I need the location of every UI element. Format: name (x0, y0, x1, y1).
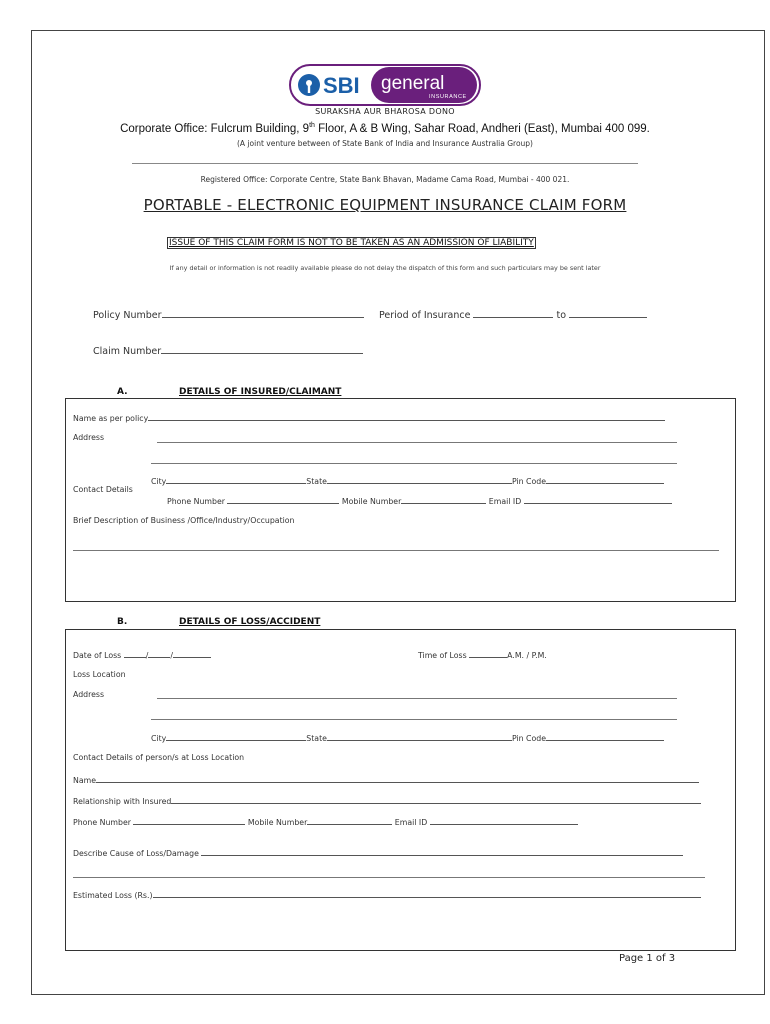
contact-persons-label: Contact Details of person/s at Loss Location (73, 753, 245, 762)
policy-number-field[interactable] (93, 309, 364, 321)
address-label-b: Address (73, 690, 105, 699)
loss-location-label: Loss Location (73, 670, 126, 679)
address-label-a: Address (73, 433, 105, 442)
page-number: Page 1 of 3 (619, 953, 676, 964)
phone-label-a: Phone Number (167, 497, 225, 506)
name-as-per-policy-label: Name as per policy (73, 414, 149, 423)
cause-of-loss-field[interactable] (73, 847, 683, 858)
business-description-label: Brief Description of Business /Office/Industry/Occupation (73, 516, 295, 525)
header-divider (132, 163, 638, 164)
instruction-note: If any detail or information is not readily available please do not delay the dispatch of this form and such particulars may be sent later (169, 264, 601, 272)
logo-general-text: general (381, 73, 445, 94)
name-as-per-policy-field[interactable] (73, 412, 665, 423)
liability-notice: ISSUE OF THIS CLAIM FORM IS NOT TO BE TAKEN AS AN ADMISSION OF LIABILITY (169, 238, 534, 248)
estimated-loss-label: Estimated Loss (Rs.) (73, 891, 153, 900)
date-of-loss-label: Date of Loss (73, 651, 122, 660)
city-state-pin-row-b[interactable] (151, 732, 664, 743)
form-title: PORTABLE - ELECTRONIC EQUIPMENT INSURANCE CLAIM FORM (143, 196, 627, 214)
cause-of-loss-label: Describe Cause of Loss/Damage (73, 849, 199, 858)
period-label: Period of Insurance (379, 310, 471, 321)
city-label-b: City (151, 734, 167, 743)
address-line-2-b[interactable] (151, 719, 677, 720)
claim-number-field[interactable] (93, 345, 363, 357)
mobile-label-b: Mobile Number (247, 818, 308, 827)
address-line-1-a[interactable] (157, 442, 677, 443)
relationship-label: Relationship with Insured (73, 797, 172, 806)
logo-insurance-text: INSURANCE (429, 94, 467, 100)
date-of-loss-field[interactable]: Date of Loss / / (73, 649, 211, 660)
estimated-loss-field[interactable] (73, 889, 701, 900)
am-pm-label: A.M. / P.M. (507, 651, 547, 660)
state-label-a: State (306, 477, 327, 486)
section-b-letter: B. (117, 617, 128, 627)
time-of-loss-field[interactable] (418, 649, 547, 660)
section-a-title: DETAILS OF INSURED/CLAIMANT (179, 387, 342, 397)
period-to-label: to (556, 310, 567, 321)
contact-details-label: Contact Details (73, 485, 133, 494)
cause-of-loss-line-2[interactable] (73, 877, 705, 878)
city-label-a: City (151, 477, 167, 486)
period-of-insurance-field[interactable] (379, 309, 647, 321)
policy-number-label: Policy Number (93, 310, 162, 321)
pin-label-a: Pin Code (511, 477, 547, 486)
email-label-a: Email ID (488, 497, 522, 506)
joint-venture-note: (A joint venture between of State Bank of India and Insurance Australia Group) (237, 139, 533, 148)
relationship-field[interactable] (73, 795, 701, 806)
registered-office: Registered Office: Corporate Centre, State Bank Bhavan, Madame Cama Road, Mumbai - 400 021. (200, 175, 570, 184)
phone-mobile-email-row-b[interactable] (73, 816, 578, 827)
tagline: SURAKSHA AUR BHAROSA DONO (315, 107, 455, 116)
city-state-pin-row-a[interactable] (151, 475, 664, 486)
email-label-b: Email ID (394, 818, 428, 827)
pin-label-b: Pin Code (511, 734, 547, 743)
contact-name-field[interactable] (73, 774, 699, 785)
time-of-loss-label: Time of Loss (418, 651, 467, 660)
corporate-office: Corporate Office: Fulcrum Building, 9th Floor, A & B Wing, Sahar Road, Andheri (East), Mumbai 400 099. (120, 122, 650, 135)
claim-number-label: Claim Number (93, 346, 162, 357)
address-line-2-a[interactable] (151, 463, 677, 464)
section-b-box (65, 629, 736, 951)
business-description-line[interactable] (73, 550, 719, 551)
address-line-1-b[interactable] (157, 698, 677, 699)
phone-mobile-email-row-a[interactable] (167, 495, 672, 506)
mobile-label-a: Mobile Number (341, 497, 402, 506)
contact-name-label: Name (73, 776, 97, 785)
section-a-letter: A. (117, 387, 128, 397)
sbi-general-logo (289, 64, 481, 106)
section-b-title: DETAILS OF LOSS/ACCIDENT (179, 617, 321, 627)
logo-sbi-text: SBI (323, 73, 360, 98)
phone-label-b: Phone Number (73, 818, 131, 827)
state-label-b: State (306, 734, 327, 743)
